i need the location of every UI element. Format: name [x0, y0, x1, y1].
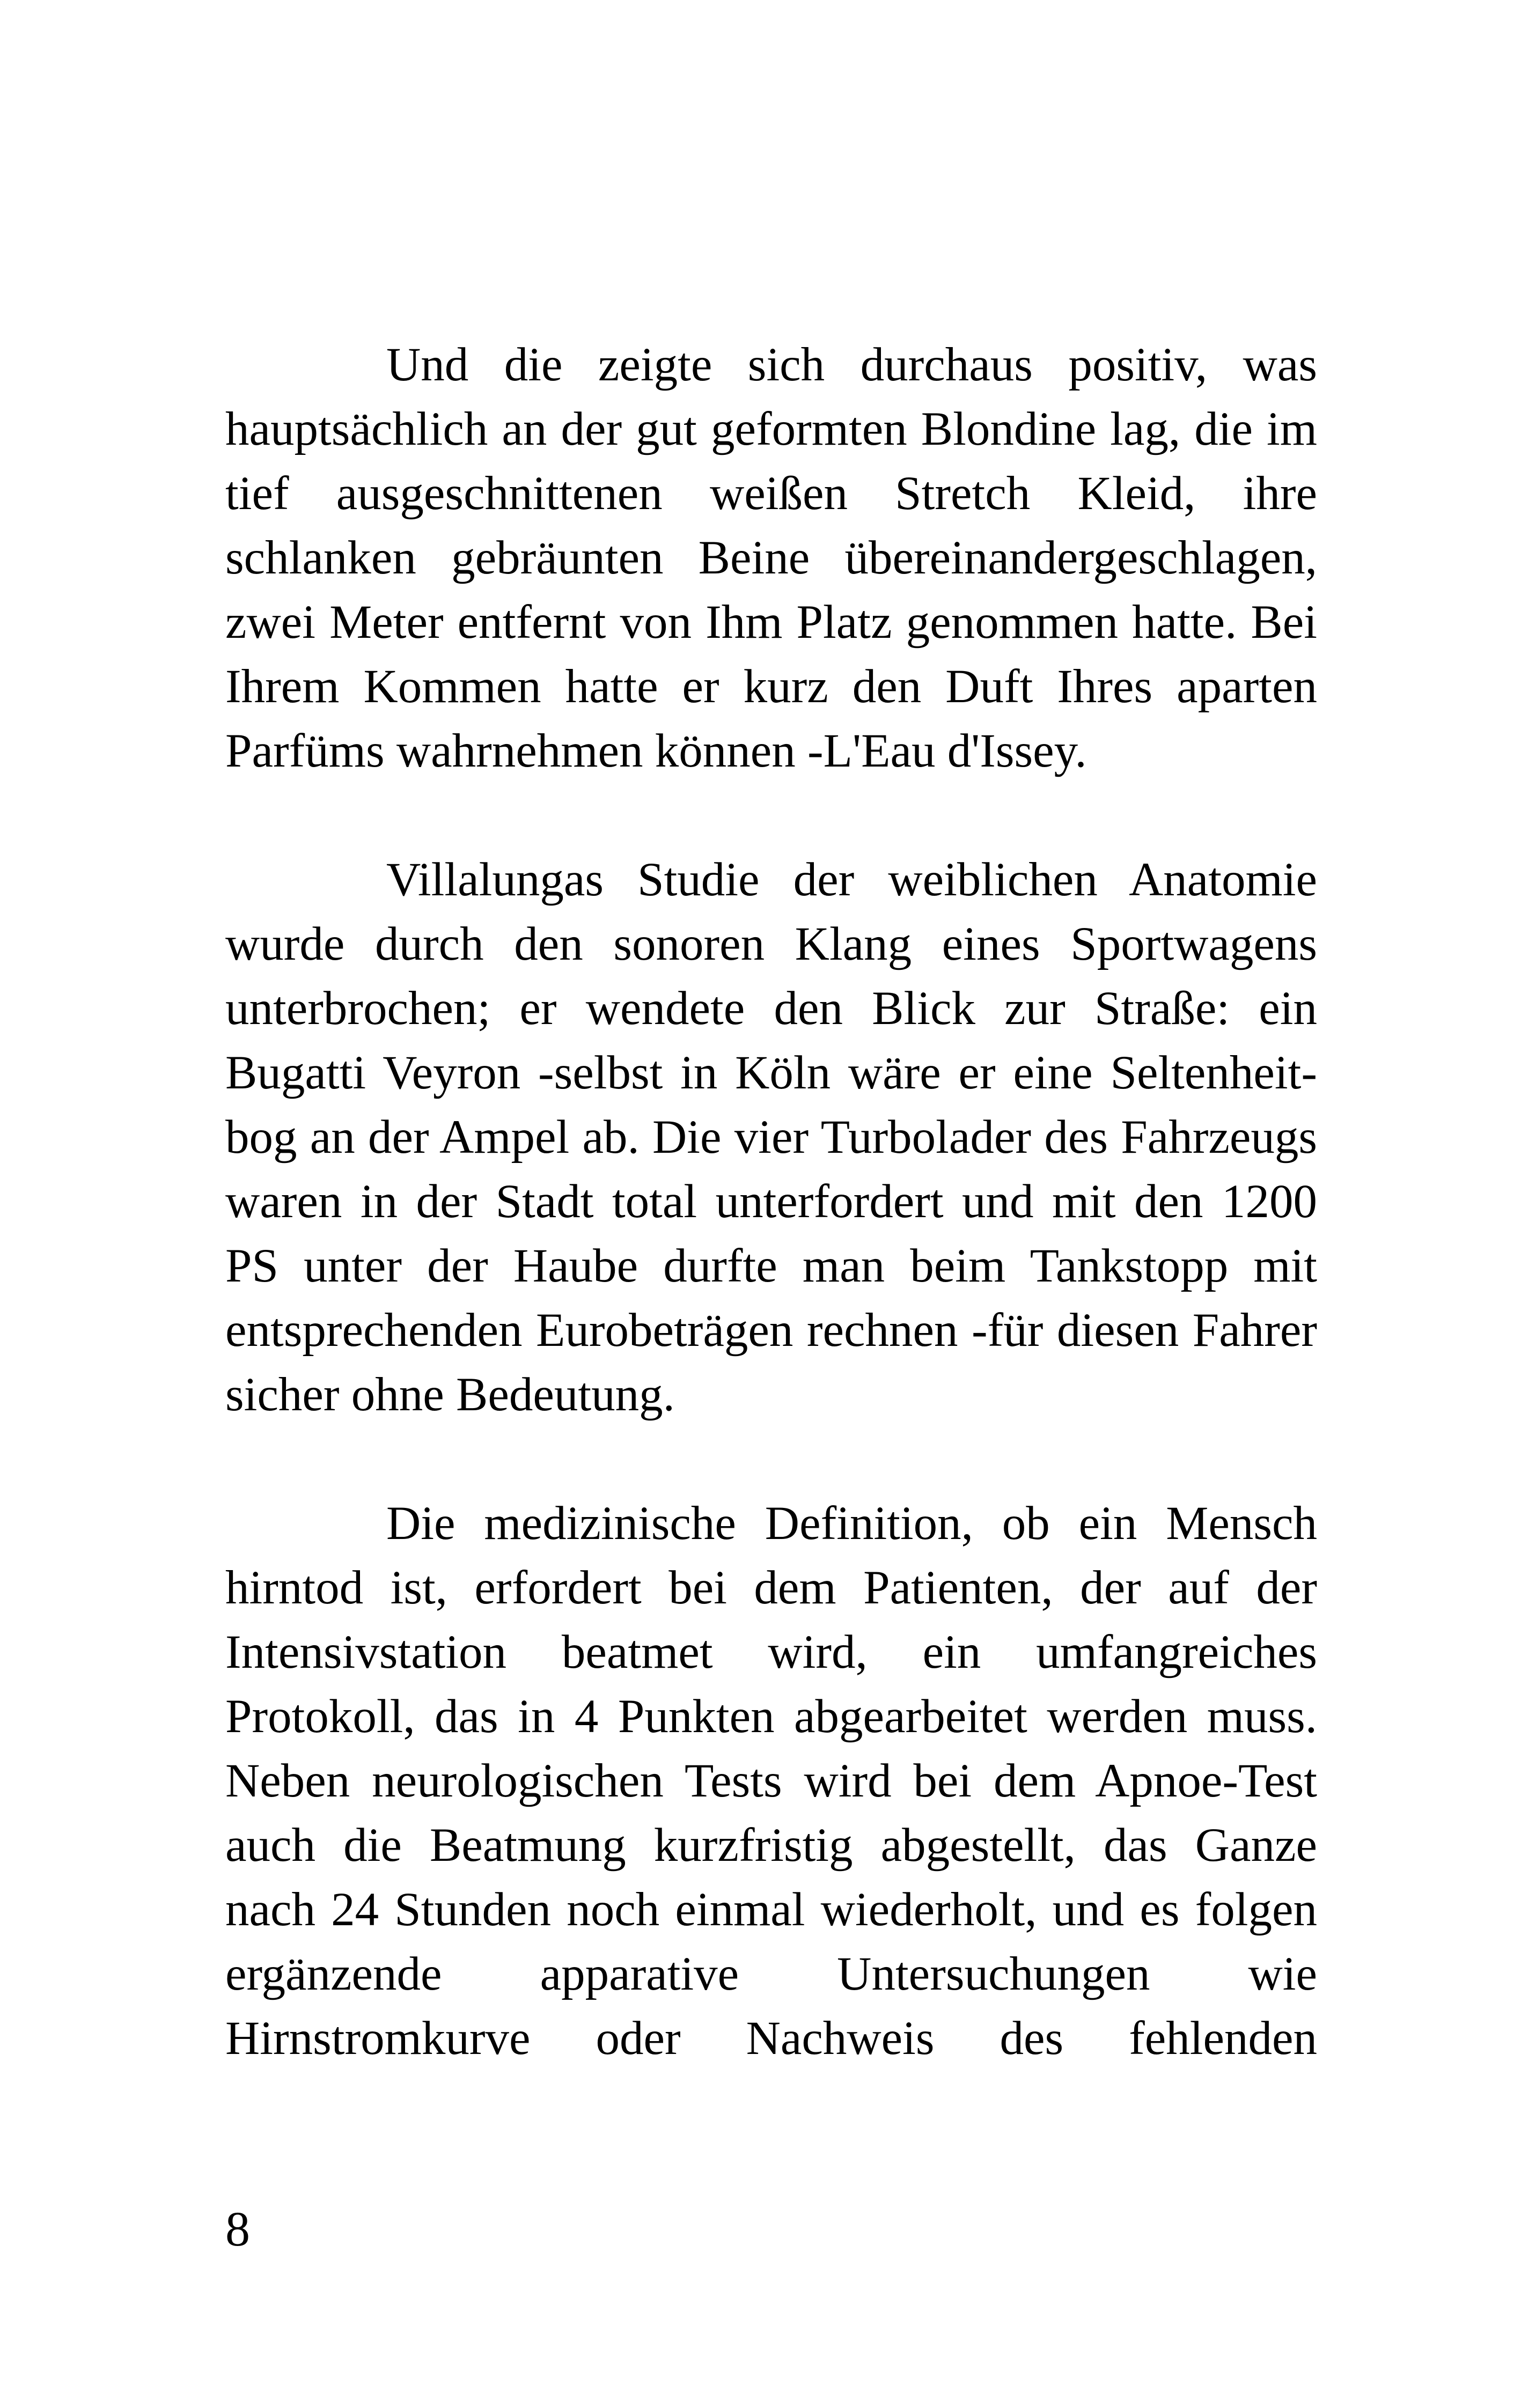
paragraph-3: Die medizinische Definition, ob ein Mensch hirntod ist, erfordert bei dem Patienten, der auf der Intensivstation beatmet wird, ein umfangreiches Protokoll, das in 4 Punkten abgearbeitet werden muss. Neben neurologischen Tests wird bei dem Apnoe-Test auch die Beatmung kurzfristig abgestellt, das Ganze nach 24 Stunden noch einmal wiederholt, und es folgen ergänzende apparative Untersuchungen wie Hirnstromkurve oder Nachweis des fehlenden: [225, 1497, 1317, 2065]
page-number: 8: [225, 2201, 250, 2256]
paragraph-1: Und die zeigte sich durchaus positiv, was hauptsächlich an der gut geformten Blondine lag, die im tief ausgeschnittenen weißen Stretch Kleid, ihre schlanken gebräunten Beine übereinandergeschlagen, zwei Meter entfernt von Ihm Platz genommen hatte. Bei Ihrem Kommen hatte er kurz den Duft Ihres aparten Parfüms wahrnehmen können -L'Eau d'Issey.: [225, 338, 1317, 777]
body-text: [225, 333, 1317, 2071]
paragraph-2: Villalungas Studie der weiblichen Anatomie wurde durch den sonoren Klang eines Sportwagens unterbrochen; er wendete den Blick zur Straße: ein Bugatti Veyron -selbst in Köln wäre er eine Seltenheit-bog an der Ampel ab. Die vier Turbolader des Fahrzeugs waren in der Stadt total unterfordert und mit den 1200 PS unter der Haube durfte man beim Tankstopp mit entsprechenden Eurobeträgen rechnen -für diesen Fahrer sicher ohne Bedeutung.: [225, 853, 1317, 1421]
